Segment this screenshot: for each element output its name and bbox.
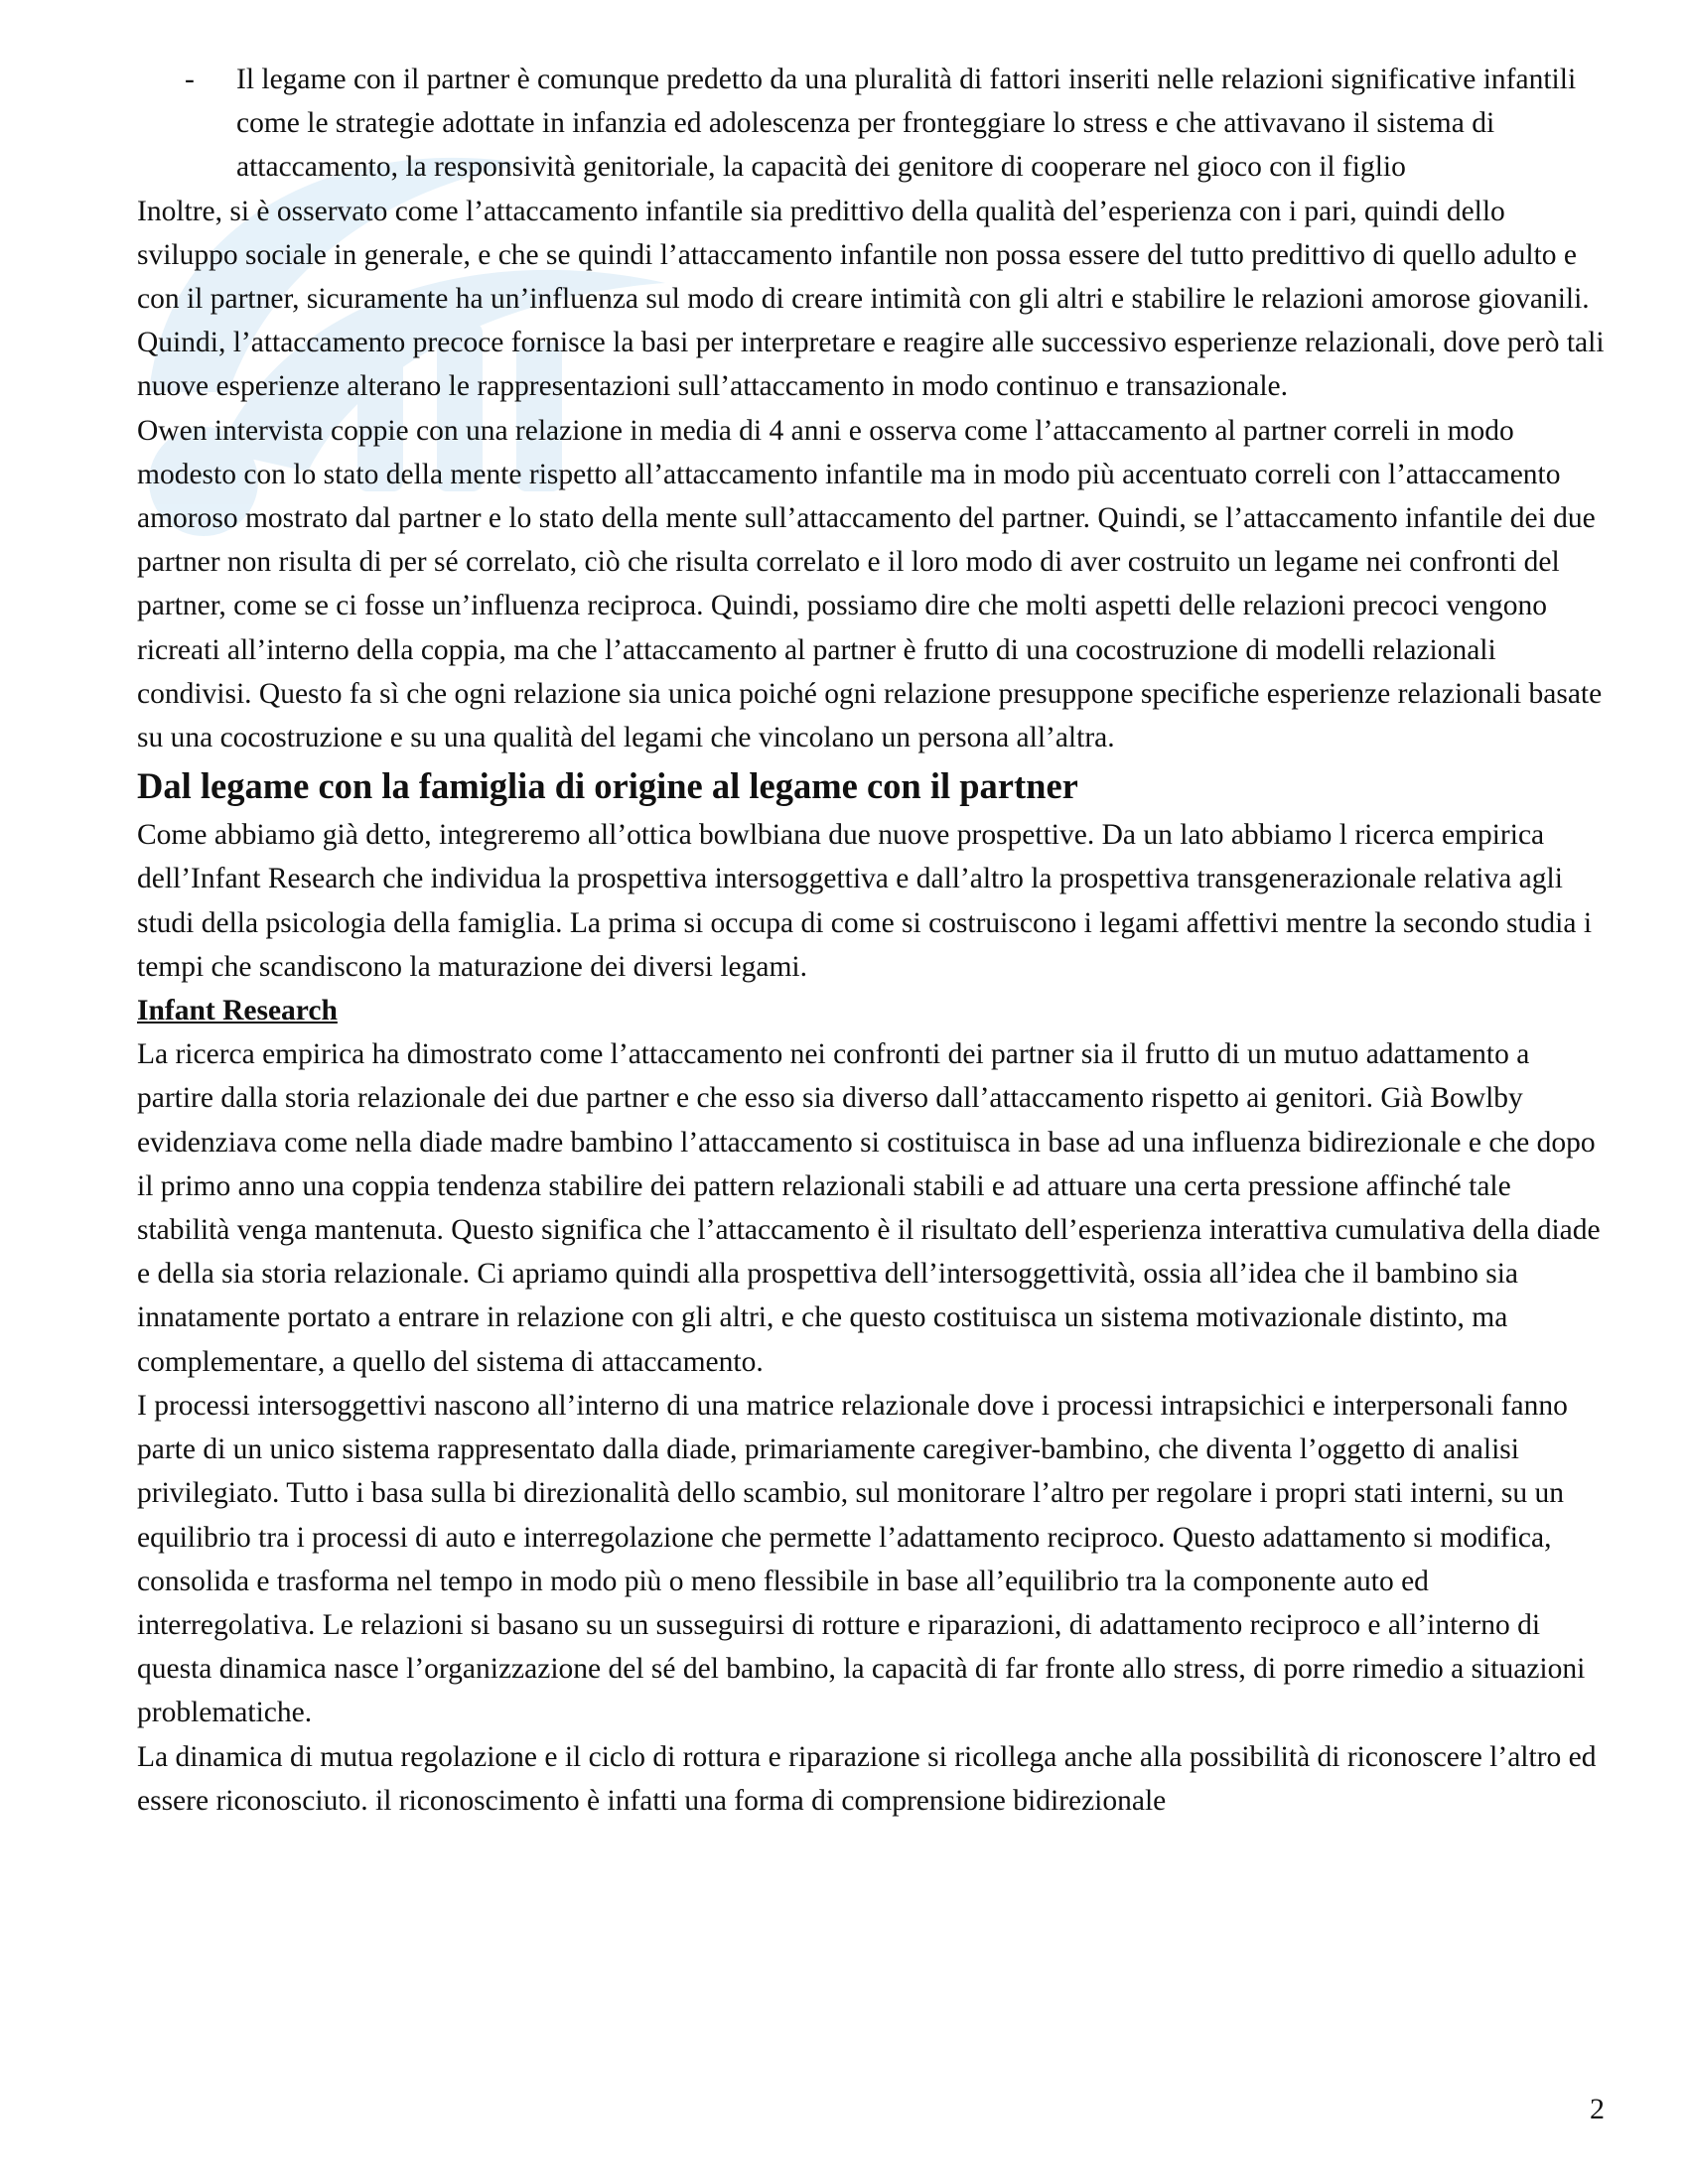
section-intro-paragraph: Come abbiamo già detto, integreremo all’ottica bowlbiana due nuove prospettive. Da un lato abbiamo l ricerca empirica dell’Infant Research che individua la prospettiva intersoggettiva e dall’altro la prospettiva transgenerazionale relativa agli studi della psicologia della famiglia. La prima si occupa di come si costruiscono i legami affettivi mentre la secondo studia i tempi che scandiscono la maturazione dei diversi legami. (137, 819, 1593, 983)
paragraph-inoltre: Inoltre, si è osservato come l’attaccamento infantile sia predittivo della qualità del’esperienza con i pari, quindi dello sviluppo sociale in generale, e che se quindi l’attaccamento infantile non possa essere del tutto predittivo di quello adulto e con il partner, sicuramente ha un’influenza sul modo di creare intimità con gli altri e stabilire le relazioni amorose giovanili. Quindi, l’attaccamento precoce fornisce la basi per interpretare e reagire alle successivo esperienze relazionali, dove però tali nuove esperienze alterano le rappresentazioni sull’attaccamento in modo continuo e transazionale. (137, 195, 1605, 403)
paragraph-processi-intersoggettivi: I processi intersoggettivi nascono all’interno di una matrice relazionale dove i processi intrapsichici e interpersonali fanno parte di un unico sistema rappresentato dalla diade, primariamente caregiver-bambino, che diventa l’oggetto di analisi privilegiato. Tutto i basa sulla bi direzionalità dello scambio, sul monitorare l’altro per regolare i propri stati interni, su un equilibrio tra i processi di auto e interregolazione che permette l’adattamento reciproco. Questo adattamento si modifica, consolida e trasforma nel tempo in modo più o meno flessibile in base all’equilibrio tra la componente auto ed interregolativa. Le relazioni si basano su un susseguirsi di rotture e riparazioni, di adattamento reciproco e all’interno di questa dinamica nasce l’organizzazione del sé del bambino, la capacità di far fronte allo stress, di porre rimedio a situazioni problematiche. (137, 1389, 1586, 1729)
subsection-heading: Infant Research (137, 995, 338, 1027)
paragraph-mutua-regolazione: La dinamica di mutua regolazione e il ciclo di rottura e riparazione si ricollega anche alla possibilità di riconoscere l’altro ed essere riconosciuto. il riconoscimento è infatti una forma di comprensione bidirezionale (137, 1740, 1597, 1817)
document-page (137, 58, 1607, 1823)
bullet-item (137, 58, 1607, 190)
page-number: 2 (1590, 2093, 1605, 2125)
section-heading: Dal legame con la famiglia di origine al legame con il partner (137, 765, 1078, 807)
paragraph-ricerca-empirica: La ricerca empirica ha dimostrato come l’attaccamento nei confronti dei partner sia il frutto di un mutuo adattamento a partire dalla storia relazionale dei due partner e che esso sia diverso dall’attaccamento rispetto ai genitori. Già Bowlby evidenziava come nella diade madre bambino l’attaccamento si costituisca in base ad una influenza bidirezionale e che dopo il primo anno una coppia tendenza stabilire dei pattern relazionali stabili e ad attuare una certa pressione affinché tale stabilità venga mantenuta. Questo significa che l’attaccamento è il risultato dell’esperienza interattiva cumulativa della diade e della sia storia relazionale. Ci apriamo quindi alla prospettiva dell’intersoggettività, ossia all’idea che il bambino sia innatamente portato a entrare in relazione con gli altri, e che questo costituisca un sistema motivazionale distinto, ma complementare, a quello del sistema di attaccamento. (137, 1038, 1601, 1378)
bullet-dash: - (185, 64, 195, 95)
paragraph-owen: Owen intervista coppie con una relazione in media di 4 anni e osserva come l’attaccamento al partner correli in modo modesto con lo stato della mente rispetto all’attaccamento infantile ma in modo più accentuato correli con l’attaccamento amoroso mostrato dal partner e lo stato della mente sull’attaccamento del partner. Quindi, se l’attaccamento infantile dei due partner non risulta di per sé correlato, ciò che risulta correlato e il loro modo di aver costruito un legame nei confronti del partner, come se ci fosse un’influenza reciproca. Quindi, possiamo dire che molti aspetti delle relazioni precoci vengono ricreati all’interno della coppia, ma che l’attaccamento al partner è frutto di una cocostruzione di modelli relazionali condivisi. Questo fa sì che ogni relazione sia unica poiché ogni relazione presuppone specifiche esperienze relazionali basate su una cocostruzione e su una qualità del legami che vincolano un persona all’altra. (137, 414, 1603, 754)
bullet-text: Il legame con il partner è comunque predetto da una pluralità di fattori inseriti nelle relazioni significative infantili come le strategie adottate in infanzia ed adolescenza per fronteggiare lo stress e che attivavano il sistema di attaccamento, la responsività genitoriale, la capacità dei genitore di cooperare nel gioco con il figlio (236, 64, 1577, 184)
